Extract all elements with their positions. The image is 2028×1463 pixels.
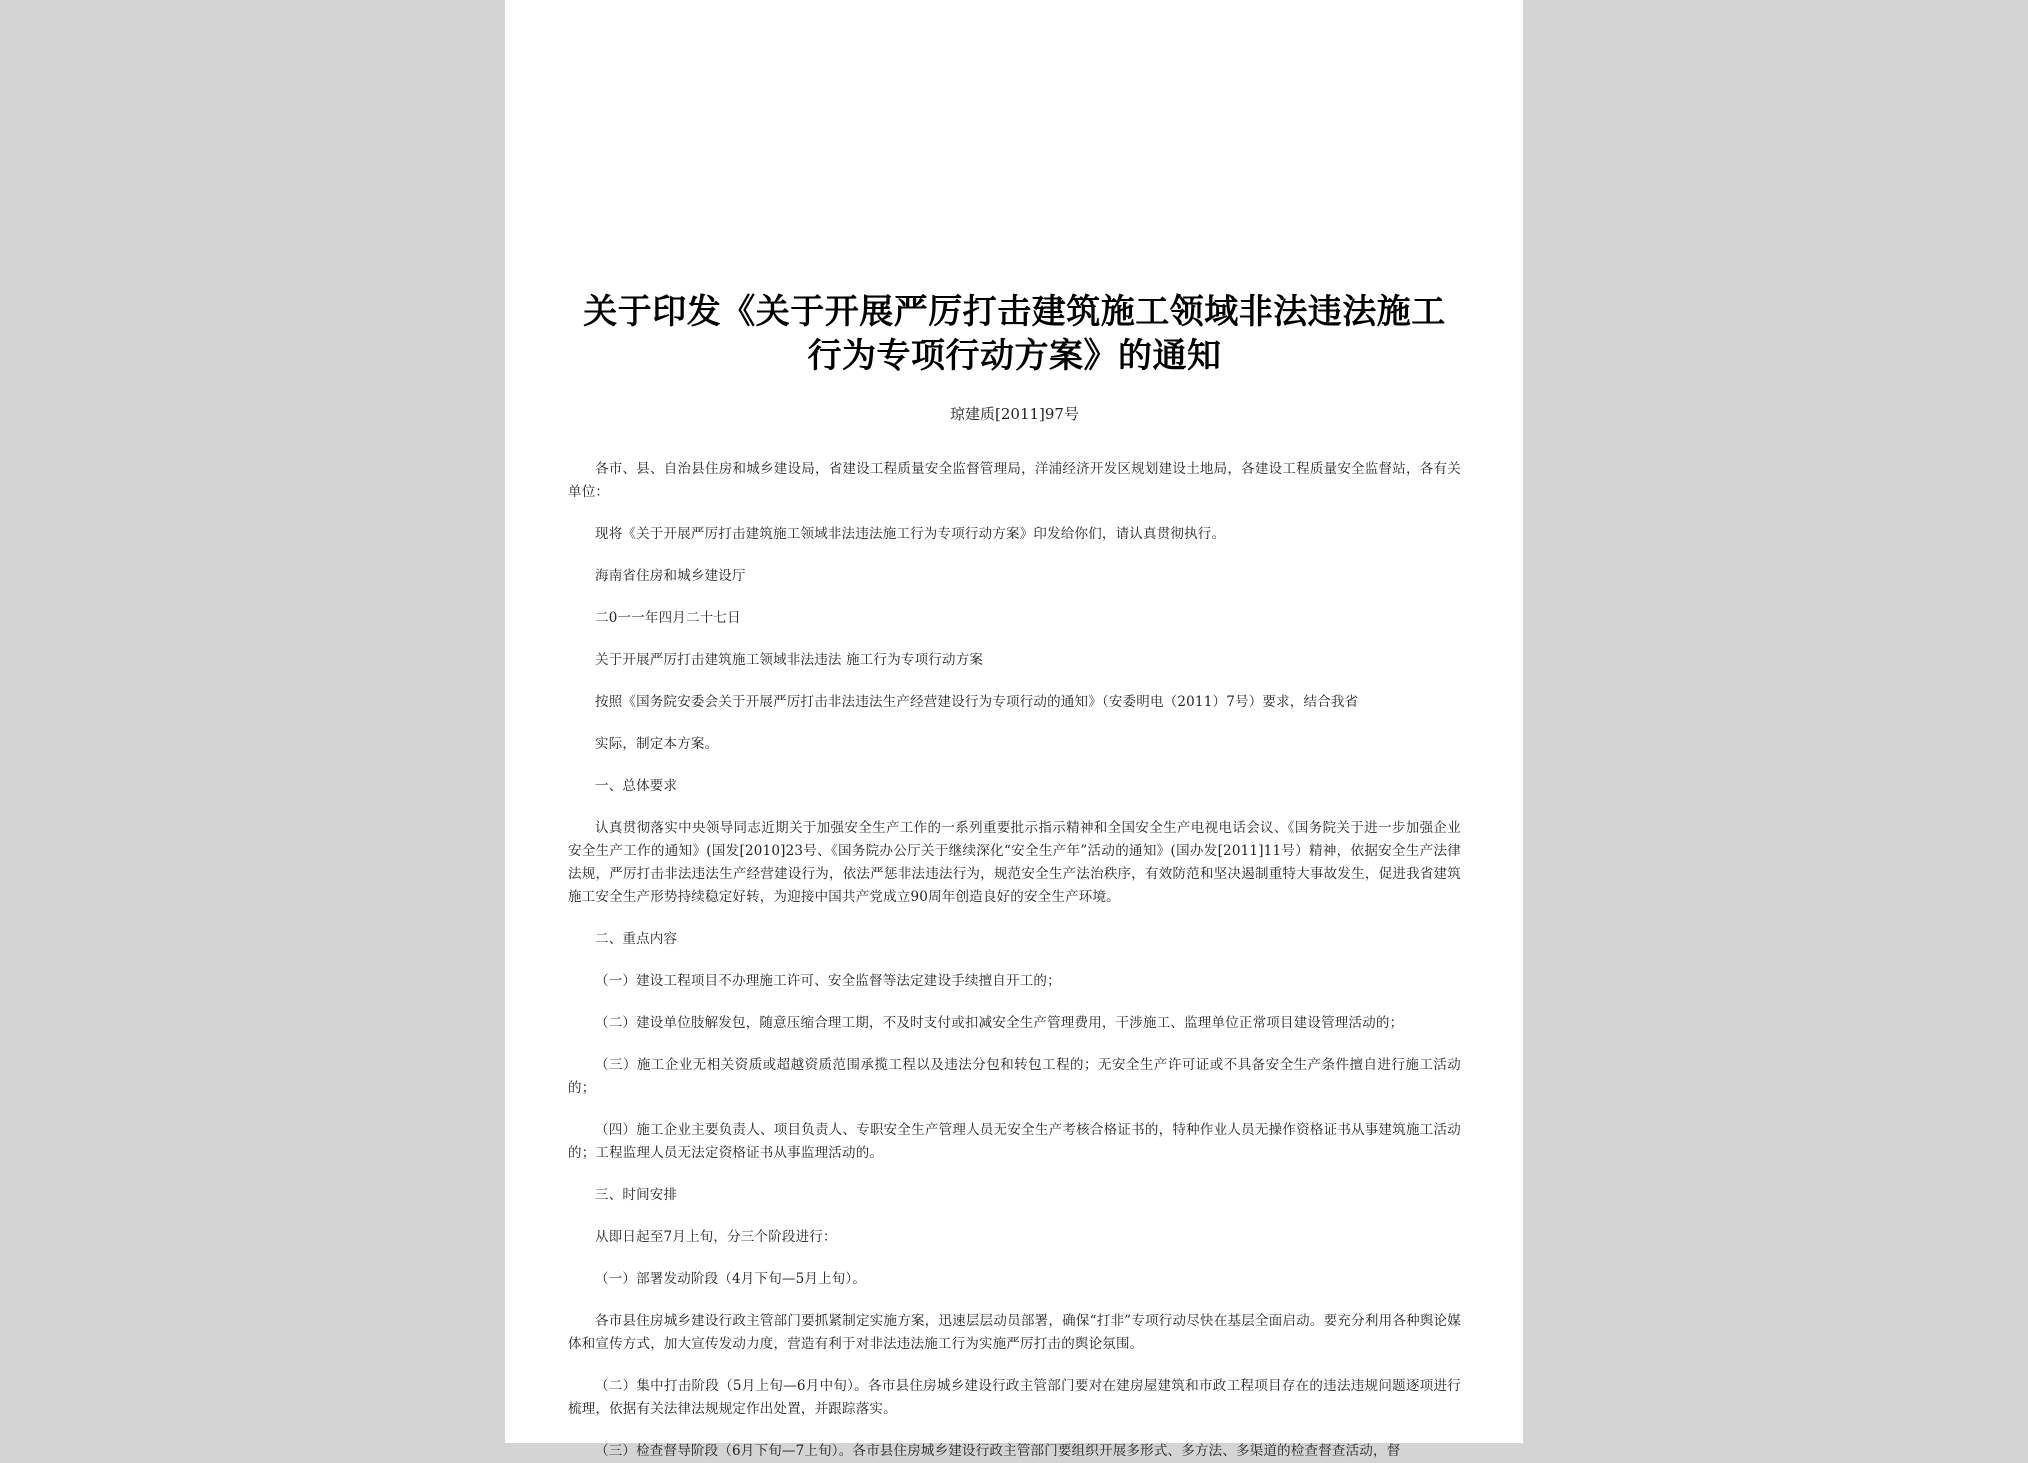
paragraph: 从即日起至7月上旬，分三个阶段进行： [595, 1229, 837, 1245]
attachment-title: 关于开展严厉打击建筑施工领域非法违法 施工行为专项行动方案 [595, 652, 984, 668]
list-item: （二）建设单位肢解发包，随意压缩合理工期，不及时支付或扣减安全生产管理费用，干涉施工、监理单位正常项目建设管理活动的； [595, 1015, 1404, 1031]
list-item: （一）建设工程项目不办理施工许可、安全监督等法定建设手续擅自开工的； [595, 973, 1061, 989]
signature-date: 二0一一年四月二十七日 [595, 610, 741, 626]
paragraph: 实际，制定本方案。 [595, 736, 719, 752]
document-number: 琼建质[2011]97号 [950, 405, 1079, 423]
section-heading: 二、重点内容 [595, 931, 678, 947]
paragraph: 认真贯彻落实中央领导同志近期关于加强安全生产工作的一系列重要批示指示精神和全国安全生产电视电话会议、《国务院关于进一步加强企业安全生产工作的通知》(国发[2010]23号、《国务院办公厅关于继续深化“安全生产年”活动的通知》(国办发[2011]11号）精神，依据安全生产法律法规，严厉打击非法违法生产经营建设行为，依法严惩非法违法行为，规范安全生产法治秩序，有效防范和坚决遏制重特大事故发生，促进我省建筑施工安全生产形势持续稳定好转，为迎接中国共产党成立90周年创造良好的安全生产环境。 [568, 820, 1461, 905]
signature-organization: 海南省住房和城乡建设厅 [595, 568, 746, 584]
paragraph: 各市县住房城乡建设行政主管部门要抓紧制定实施方案，迅速层层动员部署，确保“打非”专项行动尽快在基层全面启动。要充分利用各种舆论媒体和宣传方式，加大宣传发动力度，营造有利于对非法违法施工行为实施严厉打击的舆论氛围。 [568, 1313, 1461, 1352]
section-heading: 三、时间安排 [595, 1187, 678, 1203]
section-heading: 一、总体要求 [595, 778, 678, 794]
list-item: （三）施工企业无相关资质或超越资质范围承揽工程以及违法分包和转包工程的；无安全生产许可证或不具备安全生产条件擅自进行施工活动的； [568, 1057, 1461, 1096]
paragraph: 按照《国务院安委会关于开展严厉打击非法违法生产经营建设行为专项行动的通知》（安委明电（2011）7号）要求，结合我省 [595, 694, 1359, 710]
list-item: （三）检查督导阶段（6月下旬—7上旬）。各市县住房城乡建设行政主管部门要组织开展多形式、多方法、多渠道的检查督查活动，督 [595, 1443, 1401, 1459]
list-item: （二）集中打击阶段（5月上旬—6月中旬）。各市县住房城乡建设行政主管部门要对在建房屋建筑和市政工程项目存在的违法违规问题逐项进行梳理，依据有关法律法规规定作出处置，并跟踪落实。 [568, 1378, 1461, 1417]
paragraph: 现将《关于开展严厉打击建筑施工领域非法违法施工行为专项行动方案》印发给你们，请认真贯彻执行。 [595, 526, 1226, 542]
list-item: （四）施工企业主要负责人、项目负责人、专职安全生产管理人员无安全生产考核合格证书的，特种作业人员无操作资格证书从事建筑施工活动的；工程监理人员无法定资格证书从事监理活动的。 [568, 1122, 1461, 1161]
document-page [505, 0, 1523, 1459]
paragraph: 各市、县、自治县住房和城乡建设局，省建设工程质量安全监督管理局，洋浦经济开发区规划建设土地局，各建设工程质量安全监督站，各有关单位： [568, 461, 1461, 500]
document-body [568, 458, 1461, 1463]
list-item: （一）部署发动阶段（4月下旬—5月上旬）。 [595, 1271, 867, 1287]
document-title: 关于印发《关于开展严厉打击建筑施工领域非法违法施工行为专项行动方案》的通知 [583, 292, 1446, 376]
